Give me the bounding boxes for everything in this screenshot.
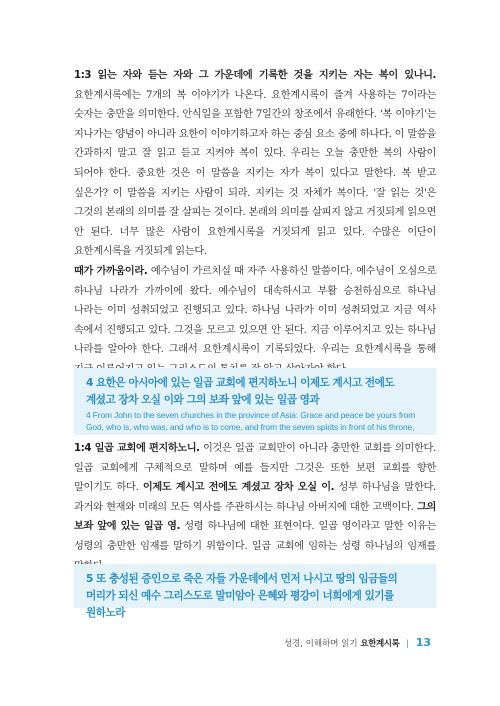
verse-1-4-text-1: 이것은 일곱 교회만이 아니라 충만한 교회를 의미한다. 일곱 교회에게 구체적으로 말하며 예를 들지만 그것은 또한 보편 교회를 향한 말이기도 하다. xyxy=(74,443,436,494)
footer-book-name: 요한계시록 xyxy=(360,639,400,649)
time-near-heading: 때가 가까움이라. xyxy=(74,266,148,277)
page-number: 13 xyxy=(415,636,431,649)
commentary-verse-1-3 xyxy=(74,66,436,262)
verse-5-korean: 5 또 충성된 증인으로 죽은 자들 가운데에서 먼저 나시고 땅의 임금들의 머리가 되신 예수 그리스도로 말미암아 은혜와 평강이 너희에게 있기를 원하노라 xyxy=(86,573,398,619)
verse-4-english: 4 From John to the seven churches in the province of Asia: Grace and peace be yours from God, who is, who was, and who is to come, and from the seven spirits in front of his throne, xyxy=(86,410,416,432)
verse-1-4-heading: 1:4 일곱 교회에 편지하노니. xyxy=(74,443,200,454)
time-near-body: 예수님이 가르치실 때 자주 사용하신 말씀이다. 예수님이 오심으로 하나님 나라가 가까이에 왔다. 예수님이 대속하시고 부활 승천하심으로 하나님 나라는 이미 성취되었고 진행되고 있다. 하나님 나라가 이미 성취되었고 지금 역사 속에서 진행되고 있다. 그것을 모르고 있으면 안 된다. 지금 이루어지고 있는 하나님 나라를 알아야 한다. 그래서 요한계시록이 기록되었다. 우리는 요한계시록을 통해 xyxy=(74,266,436,356)
verse-1-4-text-3: 성령 하나님에 대한 표현이다. 일곱 영이라고 말한 이유는 성령의 충만한 임재를 말하기 위함이다. 일곱 교회에 임하는 성령 하나님의 임재를 xyxy=(74,521,437,552)
verse-4-korean: 4 요한은 아시아에 있는 일곱 교회에 편지하노니 이제도 계시고 전에도 계셨고 장차 오실 이와 그의 보좌 앞에 있는 일곱 영과 xyxy=(86,377,395,406)
verse-4-box xyxy=(74,368,436,435)
footer-book-title: 성경, 이해하며 읽기 xyxy=(283,639,358,649)
commentary-time-near xyxy=(74,262,436,380)
verse-1-3-body: 요한계시록에는 7개의 복 이야기가 나온다. 요한계시록이 즐겨 사용하는 7이라는 숫자는 충만을 의미한다. 안식일을 포함한 7일간의 창조에서 유래한다. '복 이야기'는 지나가는 양념이 아니라 요한이 이야기하고자 하는 중심 요소 중에 하나다. 이 말씀을 간과하지 말고 잘 읽고 듣고 지켜야 복이 있다. 우리는 오늘 충만한 복의 사람이 되어야 한다. 중요한 것은 이 말씀을 지키는 자가 복이 있다고 말한다. 복 받고 싶은가? 이 말씀을 지키는 사람이 되라. 지키는 것 자체가 복이다. '잘 읽는 것'은 그것의 본래의 의미를 잘 살피는 것이다. 본래의 의미를 살피지 않고 거짓되게 읽으면 안 된다. 너무 많은 사람이 요한계시록을 거짓되게 읽고 있다. 수많은 이단이 요한계시록을 거짓되게 읽는다. xyxy=(74,89,436,258)
seven-spirits-heading: 그의 보좌 앞에 있는 일곱 영. xyxy=(74,501,436,533)
page-footer xyxy=(284,636,431,649)
verse-1-3-heading: 1:3 읽는 자와 듣는 자와 그 가운데에 기록한 것을 지키는 자는 복이 있나니. xyxy=(74,70,436,81)
commentary-verse-1-4 xyxy=(74,439,436,576)
footer-separator: | xyxy=(406,639,409,649)
verse-5-box xyxy=(74,564,436,619)
verse-1-4-text-2: 성부 하나님을 말한다. 과거와 현재와 미래의 모든 역사를 주관하시는 하나님 아버지에 대한 고백이다. xyxy=(74,482,436,513)
father-heading: 이제도 계시고 전에도 계셨고 장차 오실 이. xyxy=(142,482,335,494)
